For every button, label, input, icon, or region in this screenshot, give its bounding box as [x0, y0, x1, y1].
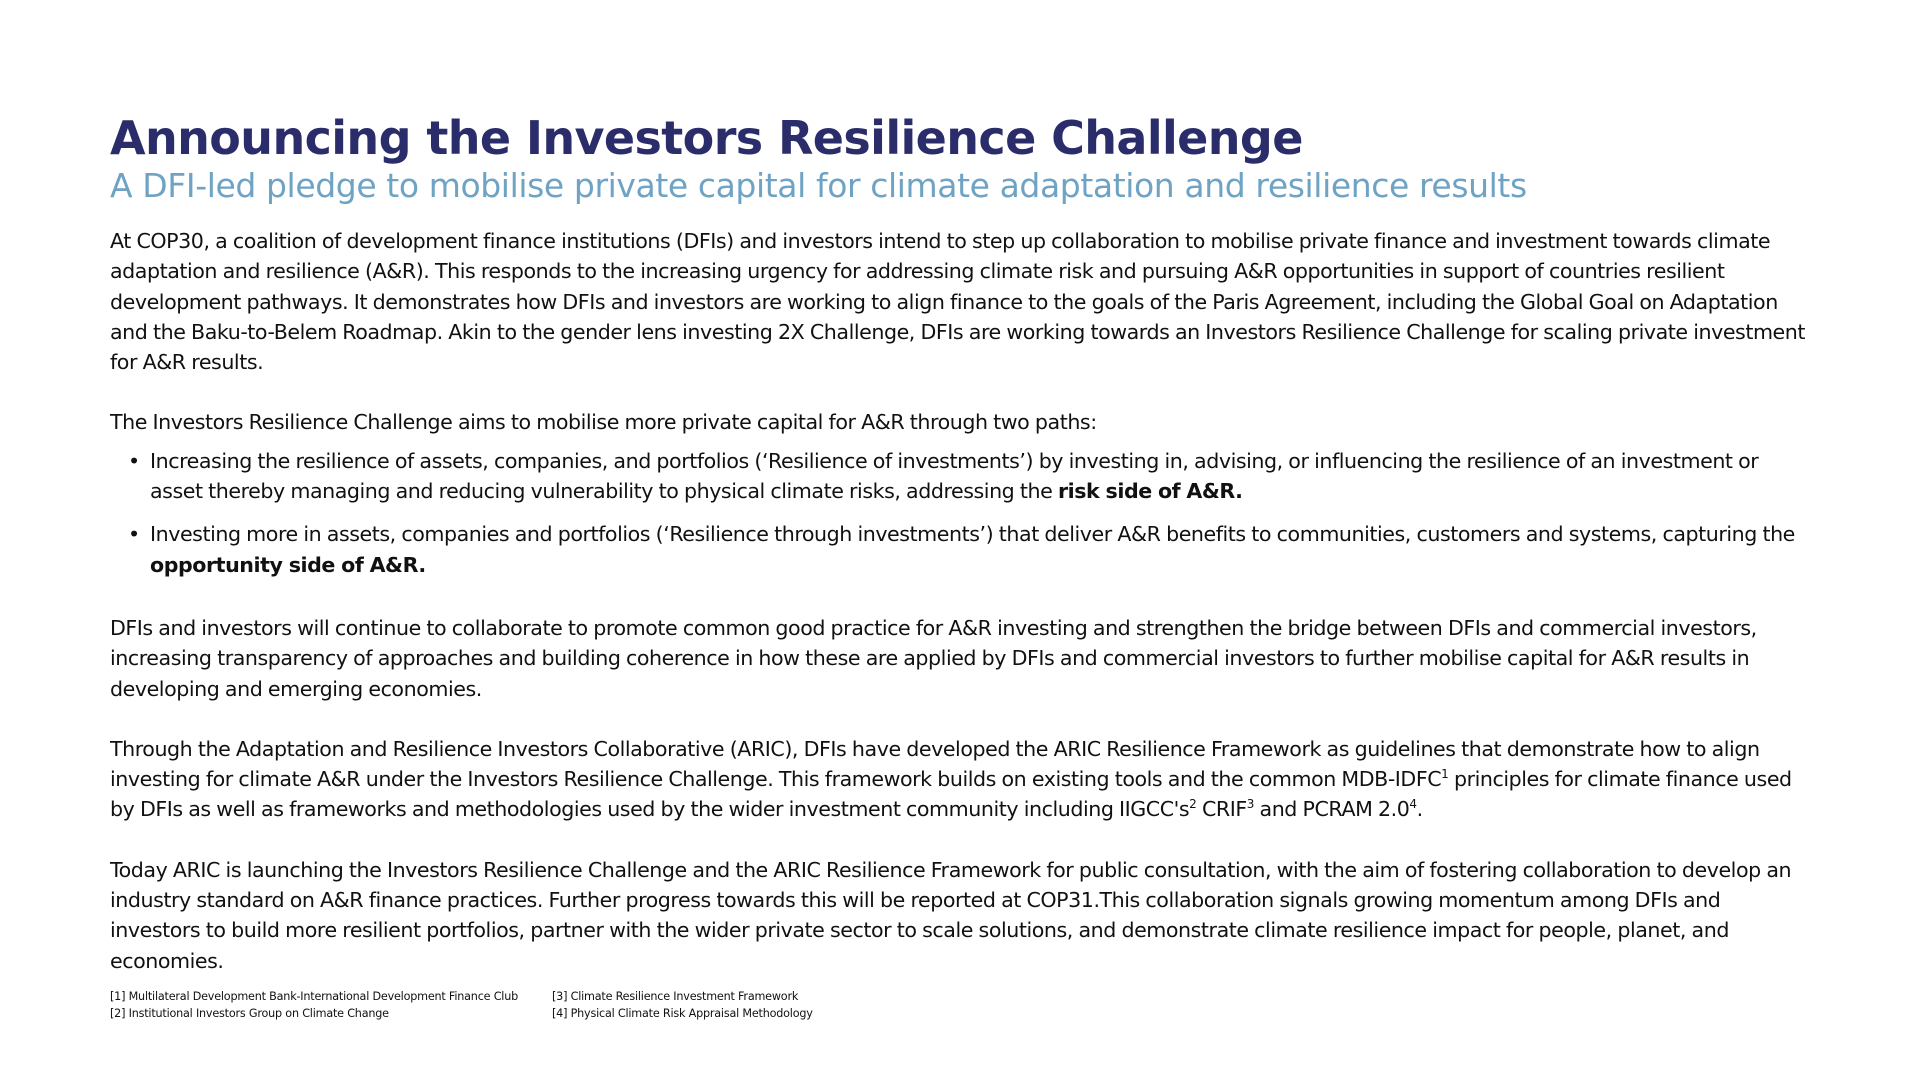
list-item — [128, 519, 1810, 580]
footnote: [1] Multilateral Development Bank-International Development Finance Club — [110, 990, 519, 1003]
footnote: [2] Institutional Investors Group on Climate Change — [110, 1007, 389, 1020]
paths-list — [110, 446, 1810, 580]
framework-text-part: CRIF — [1196, 797, 1247, 822]
footnote-ref: 2 — [1189, 797, 1197, 812]
page-title: Announcing the Investors Resilience Challenge — [110, 111, 1303, 165]
footnote: [4] Physical Climate Risk Appraisal Methodology — [552, 1007, 813, 1020]
paragraph-spacer — [110, 825, 1810, 855]
framework-text-part: principles for climate finance used by DFIs as well as frameworks and methodologies used by the wider investment community including IIGCC's — [110, 767, 1792, 822]
footnotes-column — [552, 988, 813, 1022]
footnote-ref: 4 — [1409, 797, 1417, 812]
launch-paragraph: Today ARIC is launching the Investors Resilience Challenge and the ARIC Resilience Framework for public consultation, with the aim of fostering collaboration to develop an industry standard on A&R finance practices. Further progress towards this will be reported at COP31.This collaboration signals growing momentum among DFIs and investors to build more resilient portfolios, partner with the wider private sector to scale solutions, and demonstrate climate resilience impact for people, planet, and economies. — [110, 857, 1792, 973]
collaboration-paragraph: DFIs and investors will continue to collaborate to promote common good practice for A&R investing and strengthen the bridge between DFIs and commercial investors, increasing transparency of approaches and building coherence in how these are applied by DFIs and commercial investors to further mobilise capital for A&R results in developing and emerging economies. — [110, 615, 1757, 701]
list-item-emphasis: risk side of A&R. — [1057, 479, 1243, 504]
bullet-icon: • — [128, 448, 140, 473]
framework-text-part: and PCRAM 2.0 — [1253, 797, 1410, 822]
paragraph-spacer — [110, 593, 1810, 613]
footnote: [3] Climate Resilience Investment Framework — [552, 990, 799, 1003]
list-item-emphasis: opportunity side of A&R. — [150, 552, 426, 577]
framework-paragraph — [110, 734, 1810, 825]
framework-text-part: . — [1416, 797, 1423, 822]
footnote-ref: 3 — [1246, 797, 1254, 812]
footnotes — [110, 988, 813, 1022]
intro-paragraph: At COP30, a coalition of development finance institutions (DFIs) and investors intend to step up collaboration to mobilise private finance and investment towards climate adaptation and resilience (A&R). This responds to the increasing urgency for addressing climate risk and pursuing A&R opportunities in support of countries resilient development pathways. It demonstrates how DFIs and investors are working to align finance to the goals of the Paris Agreement, including the Global Goal on Adaptation and the Baku-to-Belem Roadmap. Akin to the gender lens investing 2X Challenge, DFIs are working towards an Investors Resilience Challenge for scaling private investment for A&R results. — [110, 229, 1806, 375]
page-subtitle: A DFI-led pledge to mobilise private capital for climate adaptation and resilience results — [110, 166, 1527, 205]
paragraph-spacer — [110, 377, 1810, 407]
bullet-icon: • — [128, 522, 140, 547]
footnotes-column — [110, 988, 552, 1022]
list-item — [128, 446, 1810, 507]
list-item-text: Increasing the resilience of assets, companies, and portfolios (‘Resilience of investments’) by investing in, advising, or influencing the resilience of an investment or asset thereby managing and reducing vulnerability to physical climate risks, addressing the — [150, 448, 1759, 504]
footnote-ref: 1 — [1441, 767, 1449, 782]
framework-text-part: Through the Adaptation and Resilience Investors Collaborative (ARIC), DFIs have developed the ARIC Resilience Framework as guidelines that demonstrate how to align investing for climate A&R under the Investors Resilience Challenge. This framework builds on existing tools and the common MDB-IDFC — [110, 736, 1760, 792]
paragraph-spacer — [110, 704, 1810, 734]
paths-lead-paragraph: The Investors Resilience Challenge aims to mobilise more private capital for A&R through two paths: — [110, 410, 1097, 435]
list-item-text: Investing more in assets, companies and portfolios (‘Resilience through investments’) that deliver A&R benefits to communities, customers and systems, capturing the — [150, 522, 1795, 547]
